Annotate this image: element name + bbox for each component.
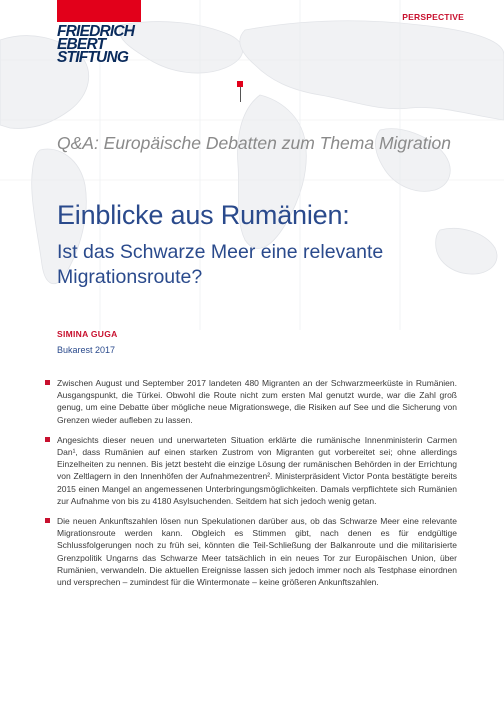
- bullet-text: Die neuen Ankunftszahlen lösen nun Spekulationen darüber aus, ob das Schwarze Meer eine relevante Migrationsroute werden kann. Obgleich es Stimmen gibt, nach denen es für endgültige Schlussfolgerungen noch zu früh sei, könnten die Teil-Schließung der Balkanroute und die militarisierte Grenzpolitik Ungarns das Schwarze Meer tatsächlich in ein neues Tor zur Europäischen Union, über Rumänien, verwandeln. Die aktuellen Ereignisse lassen sich jedoch immer noch als Testphase einordnen und versprechen – zumindest für die Wintermonate – keine größeren Ankunftszahlen.: [57, 516, 457, 588]
- logo-wordmark: [57, 25, 141, 64]
- author-name: SIMINA GUGA: [57, 329, 118, 339]
- publication-place-date: Bukarest 2017: [57, 345, 116, 355]
- page-title: Einblicke aus Rumänien:: [57, 200, 350, 230]
- summary-bullet-list: [45, 377, 457, 596]
- summary-bullet: [45, 377, 457, 426]
- logo-line-2: EBERT: [57, 36, 106, 53]
- series-label: PERSPECTIVE: [402, 12, 464, 22]
- summary-bullet: [45, 515, 457, 588]
- series-title: Q&A: Europäische Debatten zum Thema Migration: [57, 133, 451, 153]
- bullet-square-icon: [45, 518, 50, 523]
- logo-line-3: STIFTUNG: [57, 49, 129, 66]
- bullet-square-icon: [45, 437, 50, 442]
- logo-line-1: FRIEDRICH: [57, 23, 135, 40]
- bullet-text: Angesichts dieser neuen und unerwarteten Situation erklärte die rumänische Innenministerin Carmen Dan¹, dass Rumänien auf einen starken Zustrom von Migranten gut vorbereitet sei; ohne allerdings Einzelheiten zu nennen. Bis jetzt besteht die einzige Lösung der rumänischen Behörden in der Errichtung von Zeltlagern in den Innenhöfen der Aufnahmezentren². Ministerpräsident Victor Ponta bestätigte bereits 2015 einen Mangel an angemessenen Unterbringungsmöglichkeiten. Damals verpflichtete sich Rumänien zur Aufnahme von bis zu 4180 Asylsuchenden. Seitdem hat sich jedoch wenig getan.: [57, 434, 457, 506]
- summary-bullet: [45, 434, 457, 507]
- bullet-square-icon: [45, 380, 50, 385]
- bullet-text: Zwischen August und September 2017 landeten 480 Migranten an der Schwarzmeerküste in Rumänien. Ausgangspunkt, die Türkei. Obwohl die Route nicht zum ersten Mal genutzt wurde, war die Zahl groß genug, um eine Debatte über mögliche neue Migrationswege, die Risiken auf See und die Sicherung von Grenzen wieder aufleben zu lassen.: [57, 378, 457, 425]
- page-subtitle: Ist das Schwarze Meer eine relevante Migrationsroute?: [57, 241, 384, 288]
- map-marker-line: [240, 87, 241, 102]
- fes-logo: [57, 0, 141, 64]
- logo-red-bar: [57, 0, 141, 22]
